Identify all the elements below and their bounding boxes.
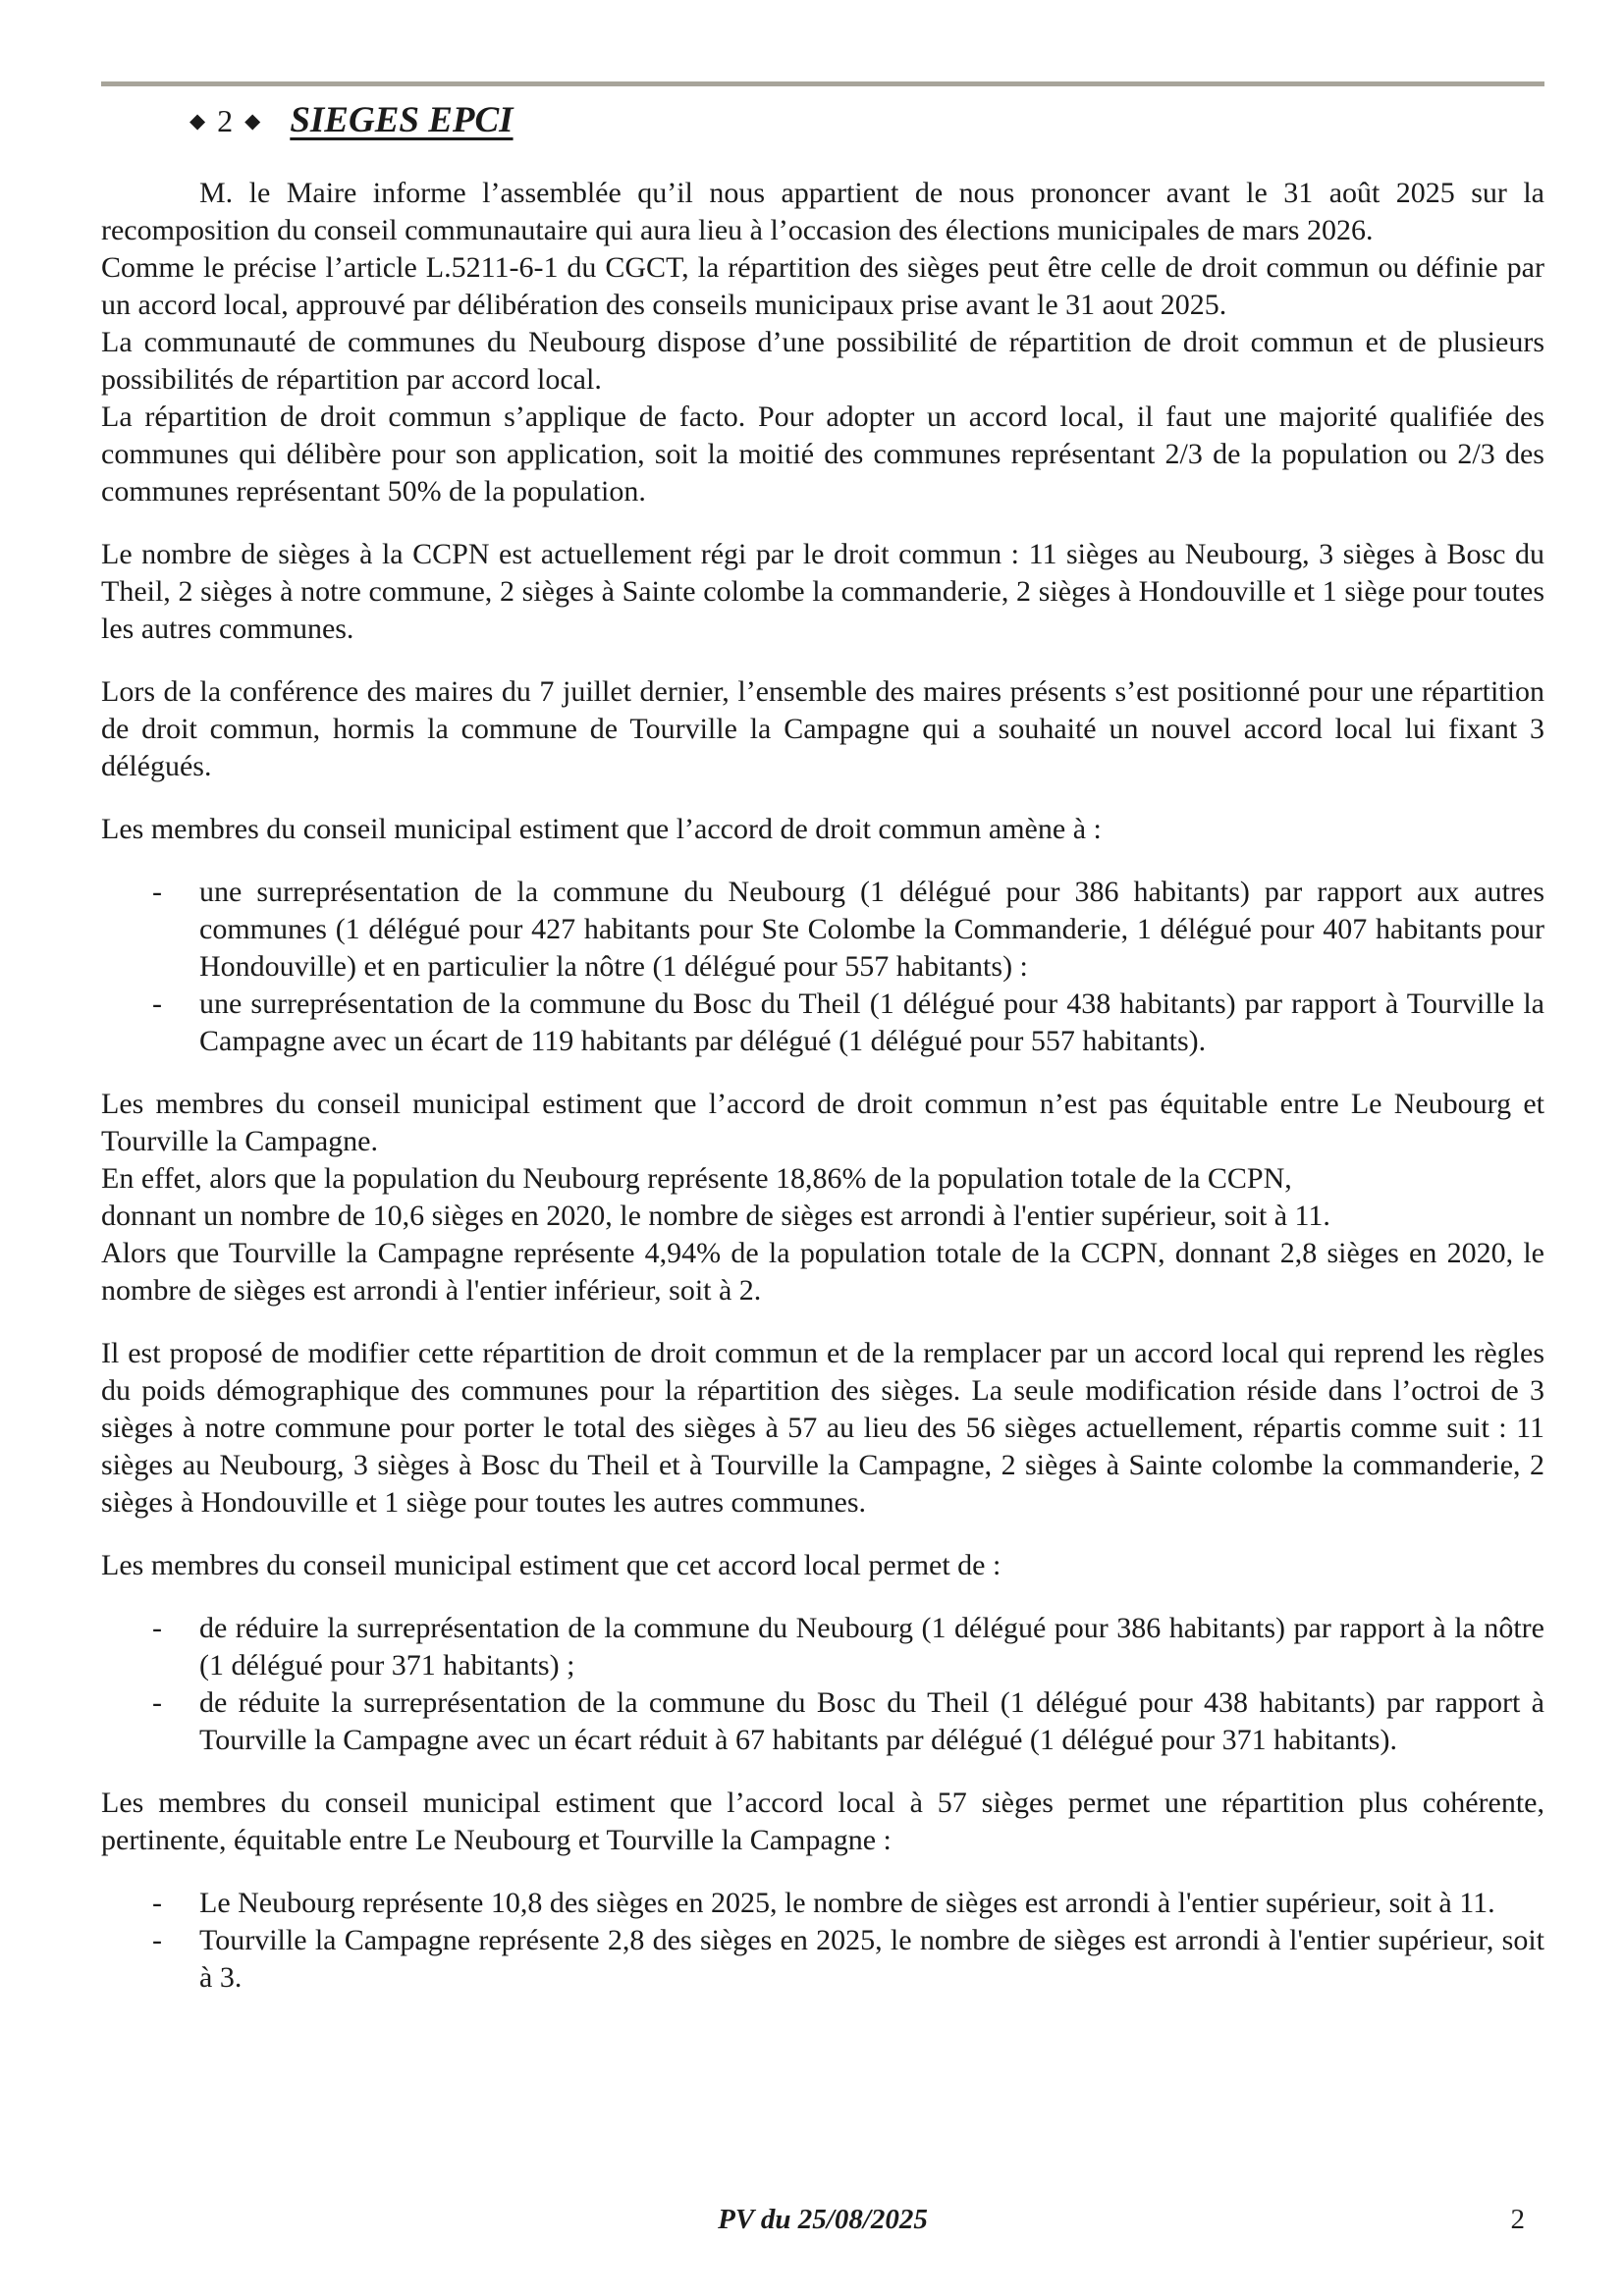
paragraph: donnant un nombre de 10,6 sièges en 2020, le nombre de sièges est arrondi à l'entier supérieur, soit à 11. — [101, 1200, 1330, 1232]
paragraph: M. le Maire informe l’assemblée qu’il nous appartient de nous prononcer avant le 31 août 2025 sur la recomposition du conseil communautaire qui aura lieu à l’occasion des élections municipales de mars 2026. — [101, 177, 1544, 246]
list-item-text: Tourville la Campagne représente 2,8 des sièges en 2025, le nombre de sièges est arrondi à l'entier supérieur, soit à 3. — [199, 1924, 1544, 1994]
paragraph: Les membres du conseil municipal estiment que l’accord de droit commun n’est pas équitable entre Le Neubourg et Tourville la Campagne. — [101, 1088, 1544, 1157]
list-dash: - — [152, 988, 162, 1020]
list-item-text: de réduire la surreprésentation de la commune du Neubourg (1 délégué pour 386 habitants) par rapport à la nôtre (1 délégué pour 371 habitants) ; — [199, 1612, 1544, 1682]
paragraph: Il est proposé de modifier cette répartition de droit commun et de la remplacer par un accord local qui reprend les règles du poids démographique des communes pour la répartition des sièges. La seule modification réside dans l’octroi de 3 sièges à notre commune pour porter le total des sièges à 57 au lieu des 56 sièges actuellement, répartis comme suit : 11 sièges au Neubourg, 3 sièges à Bosc du Theil et à Tourville la Campagne, 2 sièges à Sainte colombe la commanderie, 2 sièges à Hondouville et 1 siège pour toutes les autres communes. — [101, 1337, 1544, 1519]
section-title — [189, 98, 1544, 143]
page-number: 2 — [1510, 2204, 1525, 2235]
paragraph-gap — [101, 785, 1544, 811]
paragraph: Comme le précise l’article L.5211-6-1 du CGCT, la répartition des sièges peut être celle de droit commun ou définie par un accord local, approuvé par délibération des conseils municipaux prise avant le 31 aout 2025. — [101, 251, 1544, 321]
list-item-text: une surreprésentation de la commune du Bosc du Theil (1 délégué pour 438 habitants) par rapport à Tourville la Campagne avec un écart de 119 habitants par délégué (1 délégué pour 557 habitants). — [199, 988, 1544, 1057]
paragraph-gap — [101, 1584, 1544, 1610]
diamond-icon: ◆ — [189, 109, 206, 133]
list-item-text: Le Neubourg représente 10,8 des sièges en 2025, le nombre de sièges est arrondi à l'entier supérieur, soit à 11. — [199, 1887, 1495, 1919]
paragraph: Les membres du conseil municipal estiment que l’accord local à 57 sièges permet une répartition plus cohérente, pertinente, équitable entre Le Neubourg et Tourville la Campagne : — [101, 1787, 1544, 1856]
diamond-icon: ◆ — [244, 109, 261, 133]
paragraph: En effet, alors que la population du Neubourg représente 18,86% de la population totale de la CCPN, — [101, 1162, 1292, 1195]
paragraph: La répartition de droit commun s’applique de facto. Pour adopter un accord local, il faut une majorité qualifiée des communes qui délibère pour son application, soit la moitié des communes représentant 2/3 de la population ou 2/3 des communes représentant 50% de la population. — [101, 400, 1544, 507]
paragraph: Le nombre de sièges à la CCPN est actuellement régi par le droit commun : 11 sièges au Neubourg, 3 sièges à Bosc du Theil, 2 sièges à notre commune, 2 sièges à Sainte colombe la commanderie, 2 sièges à Hondouville et 1 siège pour toutes les autres communes. — [101, 538, 1544, 645]
list-item — [101, 1922, 1544, 1997]
paragraph-gap — [101, 1309, 1544, 1335]
page-footer — [101, 2202, 1544, 2237]
list-item — [101, 986, 1544, 1060]
paragraph: Alors que Tourville la Campagne représente 4,94% de la population totale de la CCPN, donnant 2,8 sièges en 2020, le nombre de sièges est arrondi à l'entier inférieur, soit à 2. — [101, 1237, 1544, 1307]
list-dash: - — [152, 876, 162, 908]
paragraph-gap — [101, 1759, 1544, 1785]
paragraph: La communauté de communes du Neubourg dispose d’une possibilité de répartition de droit commun et de plusieurs possibilités de répartition par accord local. — [101, 326, 1544, 396]
list-item-text: une surreprésentation de la commune du Neubourg (1 délégué pour 386 habitants) par rapport aux autres communes (1 délégué pour 427 habitants pour Ste Colombe la Commanderie, 1 délégué pour 407 habitants pour Hondouville) et en particulier la nôtre (1 délégué pour 557 habitants) : — [199, 876, 1544, 983]
paragraph-gap — [101, 1522, 1544, 1547]
footer-label: PV du 25/08/2025 — [718, 2204, 928, 2235]
list-item — [101, 1885, 1544, 1922]
paragraph-gap — [101, 848, 1544, 874]
paragraph: Lors de la conférence des maires du 7 juillet dernier, l’ensemble des maires présents s’est positionné pour une répartition de droit commun, hormis la commune de Tourville la Campagne qui a souhaité un nouvel accord local lui fixant 3 délégués. — [101, 675, 1544, 782]
list-dash: - — [152, 1686, 162, 1719]
list-item-text: de réduite la surreprésentation de la commune du Bosc du Theil (1 délégué pour 438 habitants) par rapport à Tourville la Campagne avec un écart réduit à 67 habitants par délégué (1 délégué pour 371 habitants). — [199, 1686, 1544, 1756]
document-body — [101, 175, 1544, 1997]
list-item — [101, 1610, 1544, 1684]
paragraph-gap — [101, 1060, 1544, 1086]
list-item — [101, 1684, 1544, 1759]
list-item — [101, 874, 1544, 986]
header-rule — [101, 81, 1544, 86]
list-dash: - — [152, 1924, 162, 1956]
section-title-text: SIEGES EPCI — [290, 100, 514, 140]
paragraph-gap — [101, 510, 1544, 536]
paragraph: Les membres du conseil municipal estiment que cet accord local permet de : — [101, 1549, 1001, 1581]
list-dash: - — [152, 1612, 162, 1644]
paragraph: Les membres du conseil municipal estiment que l’accord de droit commun amène à : — [101, 813, 1102, 845]
document-content — [101, 98, 1544, 1997]
paragraph-gap — [101, 1859, 1544, 1885]
section-number: 2 — [217, 103, 234, 138]
paragraph-gap — [101, 648, 1544, 673]
list-dash: - — [152, 1887, 162, 1919]
